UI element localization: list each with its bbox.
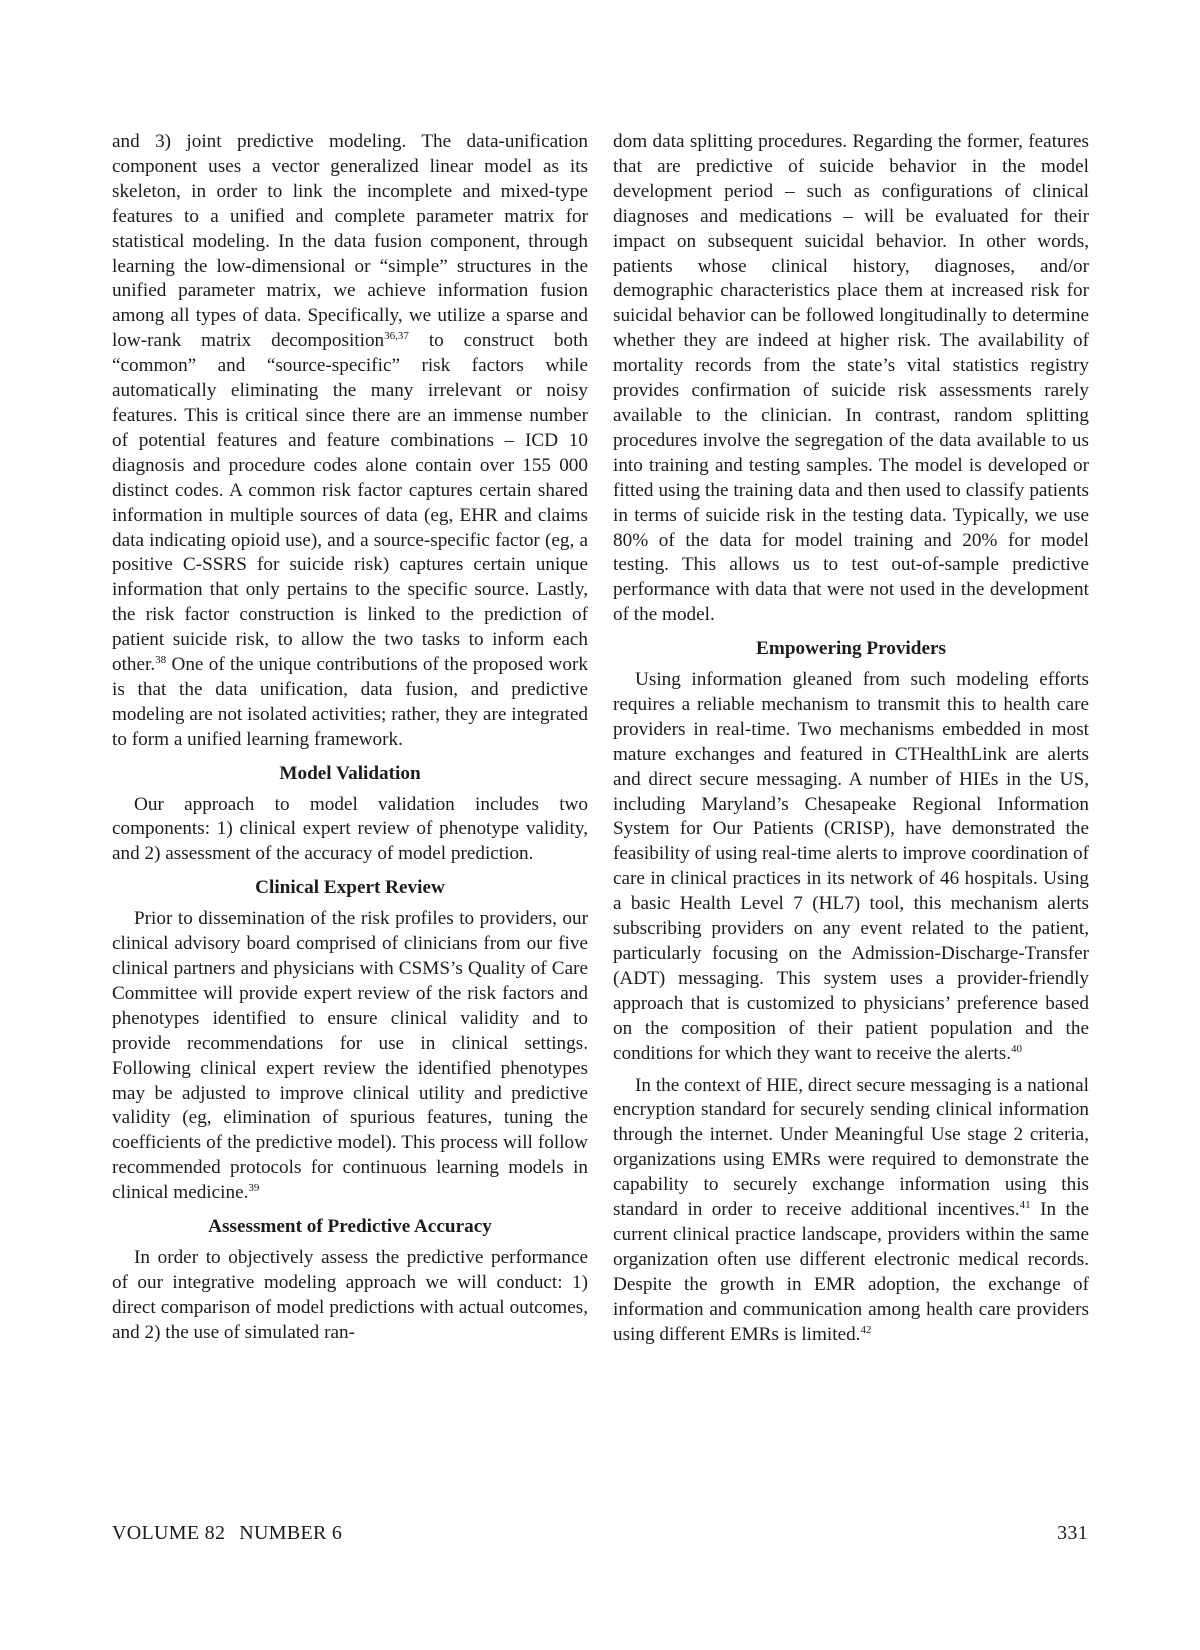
citation-superscript: 38: [155, 654, 167, 667]
body-text: Prior to dissemination of the risk profiles to providers, our clinical advisory board comprised of clinicians from our five clinical partners and physicians with CSMS’s Quality of Care Committee will provide expert review of the risk factors and phenotypes identified to ensure clinical validity and to provide recommendations for use in clinical settings. Following clinical expert review the identified phenotypes may be adjusted to improve clinical utility and predictive validity (eg, elimination of spurious features, tuning the coefficients of the predictive model). This process will follow recommended protocols for continuous learning models in clinical medicine.: [112, 908, 588, 1204]
page-number: 331: [1057, 1522, 1088, 1544]
citation-superscript: 41: [1019, 1199, 1031, 1212]
citation-superscript: 36,37: [384, 330, 409, 343]
section-heading-clinical-expert-review: Clinical Expert Review: [255, 877, 445, 899]
right-paragraph-2: [613, 668, 1089, 1067]
right-paragraph-1: dom data splitting procedures. Regarding the former, features that are predictive of suicide behavior in the model development period – such as configurations of clinical diagnoses and medications – will be evaluated for their impact on subsequent suicidal behavior. In other words, patients whose clinical history, diagnoses, and/or demographic characteristics place them at increased risk for suicidal behavior can be followed longitudinally to determine whether they are indeed at higher risk. The availability of mortality records from the state’s vital statistics registry provides confirmation of suicide risk assessments rarely available to the clinician. In contrast, random splitting procedures involve the segregation of the data available to us into training and testing samples. The model is developed or fitted using the training data and then used to classify patients in terms of suicide risk in the testing data. Typically, we use 80% of the data for model training and 20% for model testing. This allows us to test out-of-sample predictive performance with data that were not used in the development of the model.: [613, 131, 1089, 626]
citation-superscript: 40: [1011, 1042, 1023, 1055]
body-text: In the context of HIE, direct secure messaging is a national encryption standard for securely sending clinical information through the internet. Under Meaningful Use stage 2 criteria, organizations using EMRs were required to demonstrate the capability to securely exchange information using this standard in order to receive additional incentives.: [613, 1074, 1089, 1221]
citation-superscript: 39: [248, 1182, 260, 1195]
right-column: [613, 130, 1089, 1348]
left-paragraph-2: Our approach to model validation includes two components: 1) clinical expert review of phenotype validity, and 2) assessment of the accuracy of model prediction.: [112, 793, 588, 865]
right-paragraph-3: [613, 1074, 1089, 1348]
body-text: to construct both “common” and “source-specific” risk factors while automatically eliminating the many irrelevant or noisy features. This is critical since there are an immense number of potential features and feature combinations – ICD 10 diagnosis and procedure codes alone contain over 155 000 distinct codes. A common risk factor captures certain shared information in multiple sources of data (eg, EHR and claims data indicating opioid use), and a source-specific factor (eg, a positive C-SSRS for suicide risk) captures certain unique information that only pertains to the specific source. Lastly, the risk factor construction is linked to the prediction of patient suicide risk, to allow the two tasks to inform each other.: [112, 330, 588, 676]
body-text: Using information gleaned from such modeling efforts requires a reliable mechanism to transmit this to health care providers in real-time. Two mechanisms embedded in most mature exchanges and featured in CTHealthLink are alerts and direct secure messaging. A number of HIEs in the US, including Maryland’s Chesapeake Regional Information System for Our Patients (CRISP), have demonstrated the feasibility of using real-time alerts to improve coordination of care in clinical practices in its network of 46 hospitals. Using a basic Health Level 7 (HL7) tool, this mechanism alerts subscribing providers on any event related to the patient, particularly focusing on the Admission-Discharge-Transfer (ADT) messaging. This system uses a provider-friendly approach that is customized to physicians’ preference based on the composition of their patient population and the conditions for which they want to receive the alerts.: [613, 669, 1089, 1064]
section-heading-assessment-of-predictive-accuracy: Assessment of Predictive Accuracy: [208, 1216, 492, 1238]
footer-journal-issue: [112, 1522, 342, 1545]
left-paragraph-4: In order to objectively assess the predictive performance of our integrative modeling approach we will conduct: 1) direct comparison of model predictions with actual outcomes, and 2) the use of simulated ran-: [112, 1246, 588, 1343]
left-column: [112, 130, 588, 1346]
body-text: and 3) joint predictive modeling. The data-unification component uses a vector generalized linear model as its skeleton, in order to link the incomplete and mixed-type features to a unified and complete parameter matrix for statistical modeling. In the data fusion component, through learning the low-dimensional or “simple” structures in the unified parameter matrix, we achieve information fusion among all types of data. Specifically, we utilize a sparse and low-rank matrix decomposition: [112, 131, 588, 352]
left-paragraph-3: [112, 907, 588, 1206]
body-text: One of the unique contributions of the proposed work is that the data unification, data fusion, and predictive modeling are not isolated activities; rather, they are integrated to form a unified learning framework.: [112, 654, 588, 750]
footer-volume: VOLUME 82: [112, 1522, 226, 1544]
footer-number: NUMBER 6: [239, 1522, 343, 1544]
body-text: In the current clinical practice landscape, providers within the same organization often use different electronic medical records. Despite the growth in EMR adoption, the exchange of information and communication among health care providers using different EMRs is limited.: [613, 1199, 1089, 1345]
section-heading-model-validation: Model Validation: [279, 762, 421, 784]
citation-superscript: 42: [860, 1323, 872, 1336]
left-paragraph-1: [112, 130, 588, 753]
section-heading-empowering-providers: Empowering Providers: [756, 638, 946, 660]
